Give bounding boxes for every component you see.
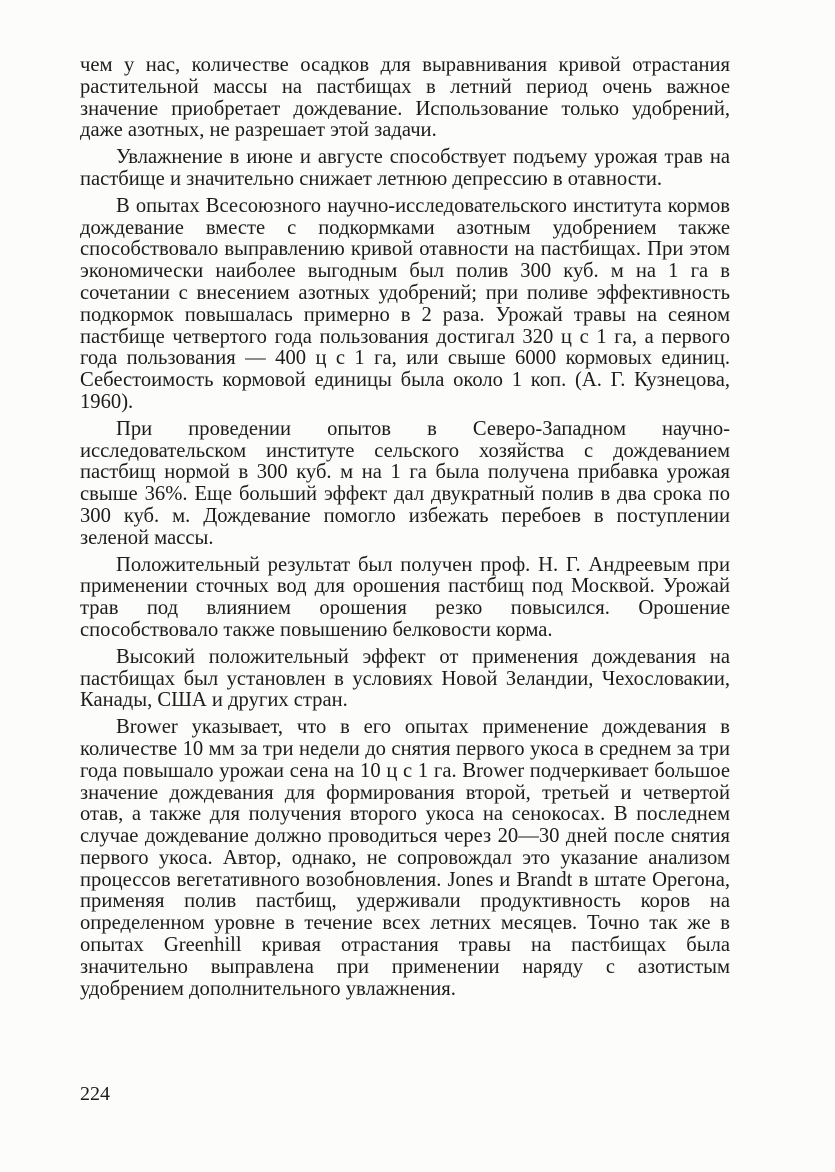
paragraph-humidification: Увлажнение в июне и августе способствует подъему урожая трав на пастбище и значительно снижает летнюю депрессию в отавности.: [80, 146, 730, 190]
paragraph-institute-experiments: В опытах Всесоюзного научно-исследовательского института кормов дождевание вместе с подкормками азотным удобрением также способствовало выправлению кривой отавности на пастбищах. При этом экономически наиболее выгодным был полив 300 куб. м на 1 га в сочетании с внесением азотных удобрений; при поливе эффективность подкормок повышалась примерно в 2 раза. Урожай травы на сеяном пастбище четвертого года пользования достигал 320 ц с 1 га, а первого года пользования — 400 ц с 1 га, или свыше 6000 кормовых единиц. Себестоимость кормовой единицы была около 1 коп. (А. Г. Кузнецова, 1960).: [80, 194, 730, 413]
paragraph-continuation: чем у нас, количестве осадков для выравнивания кривой отрастания растительной массы на пастбищах в летний период очень важное значение приобретает дождевание. Использование только удобрений, даже азотных, не разрешает этой задачи.: [80, 54, 730, 142]
paragraph-brower-experiments: Brower указывает, что в его опытах применение дождевания в количестве 10 мм за три недели до снятия первого укоса в среднем за три года повышало урожаи сена на 10 ц с 1 га. Brower подчеркивает большое значение дождевания для формирования второй, третьей и четвертой отав, а также для получения второго укоса на сенокосах. В последнем случае дождевание должно проводиться через 20—30 дней после снятия первого укоса. Автор, однако, не сопровождал это указание анализом процессов вегетативного возобновления. Jones и Brandt в штате Орегона, применяя полив пастбищ, удерживали продуктивность коров на определенном уровне в течение всех летних месяцев. Точно так же в опытах Greenhill кривая отрастания травы на пастбищах была значительно выправлена при применении наряду с азотистым удобрением дополнительного увлажнения.: [80, 716, 730, 1000]
paragraph-andreev-results: Положительный результат был получен проф. Н. Г. Андреевым при применении сточных вод для орошения пастбищ под Москвой. Урожай трав под влиянием орошения резко повысился. Орошение способствовало также повышению белковости корма.: [80, 553, 730, 641]
paragraph-foreign-countries: Высокий положительный эффект от применения дождевания на пастбищах был установлен в условиях Новой Зеландии, Чехословакии, Канады, США и других стран.: [80, 645, 730, 712]
page-number: 224: [80, 1083, 110, 1105]
page-text: [80, 55, 730, 1000]
paragraph-northwest-experiments: При проведении опытов в Северо-Западном научно-исследовательском институте сельского хозяйства с дождеванием пастбищ нормой в 300 куб. м на 1 га была получена прибавка урожая свыше 36%. Еще больший эффект дал двукратный полив в два срока по 300 куб. м. Дождевание помогло избежать перебоев в поступлении зеленой массы.: [80, 417, 730, 549]
